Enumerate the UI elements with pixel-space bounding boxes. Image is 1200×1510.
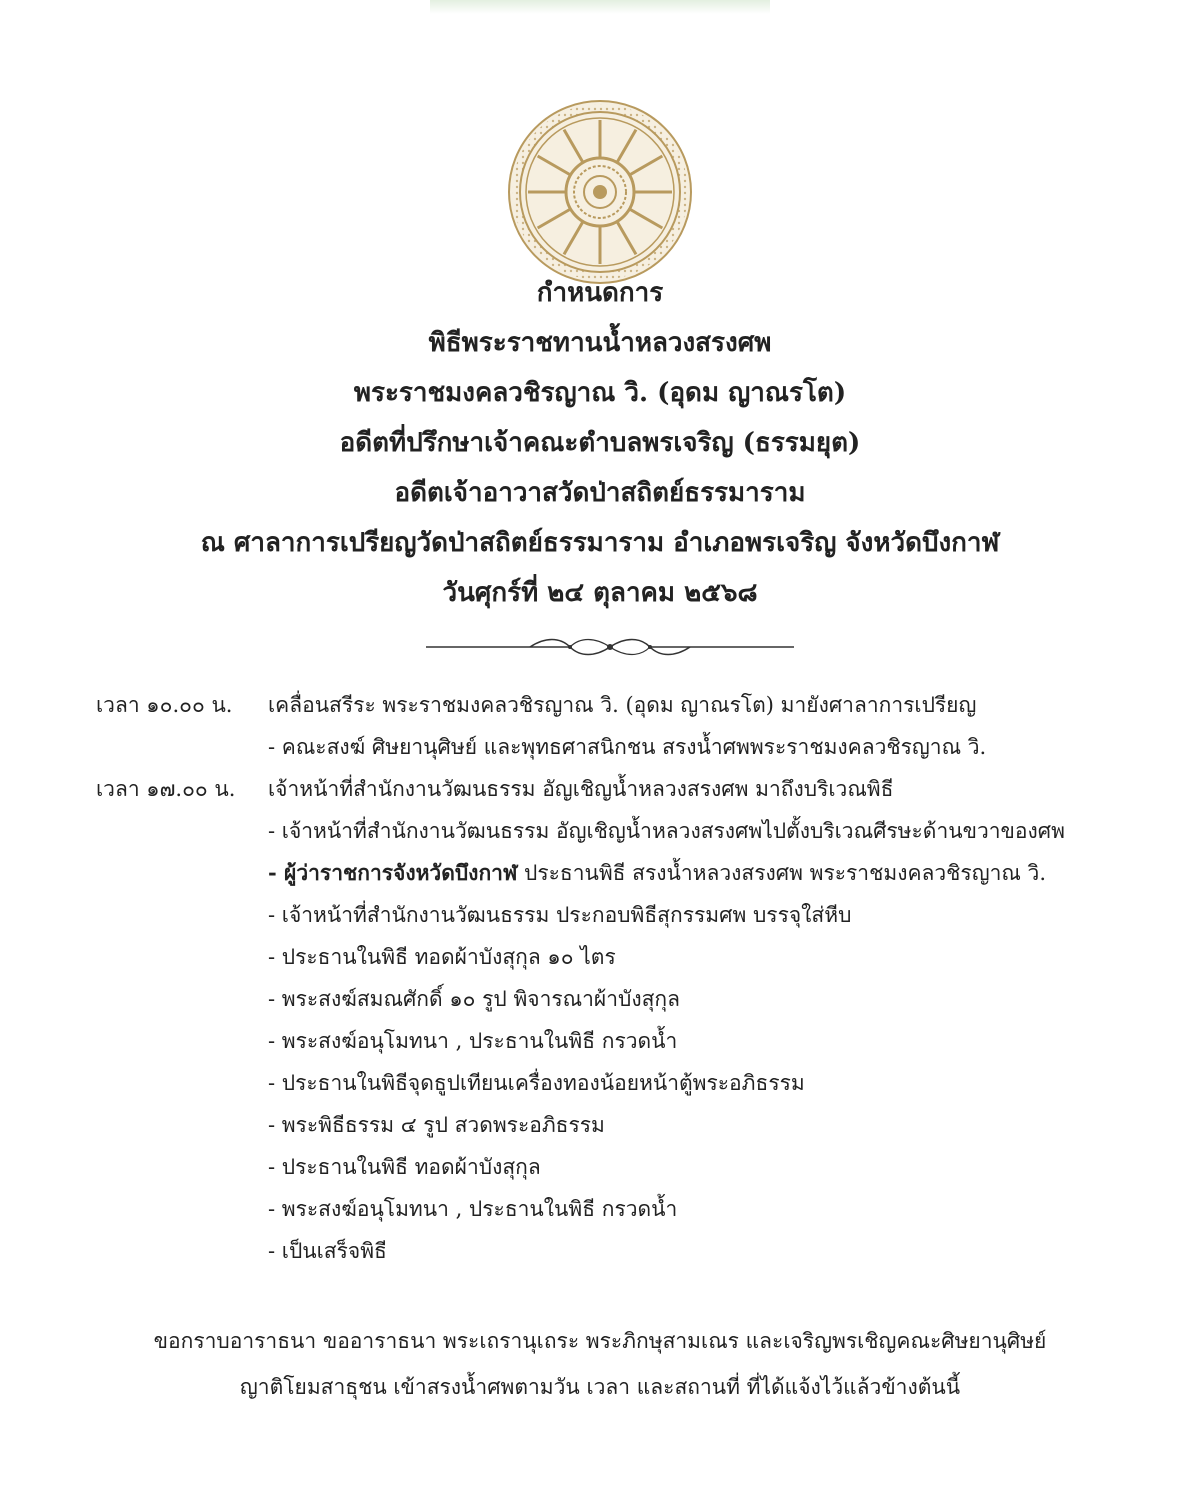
schedule-item <box>268 852 1046 894</box>
schedule-row <box>0 936 1200 978</box>
heading-line-date: วันศุกร์ที่ ๒๔ ตุลาคม ๒๕๖๘ <box>442 578 758 608</box>
top-fade-decoration <box>430 0 770 14</box>
schedule-row <box>0 684 1200 726</box>
heading-line-ceremony: พิธีพระราชทานน้ำหลวงสรงศพ <box>428 328 772 358</box>
schedule-row <box>0 1020 1200 1062</box>
heading-line-venue: ณ ศาลาการเปรียญวัดป่าสถิตย์ธรรมาราม อำเภอพรเจริญ จังหวัดบึงกาฬ <box>200 528 1000 558</box>
schedule-time: เวลา ๑๗.๐๐ น. <box>96 777 236 801</box>
closing-invitation <box>0 1318 1200 1410</box>
schedule-row <box>0 852 1200 894</box>
heading-line-monk-name: พระราชมงคลวชิรญาณ วิ. (อุดม ญาณรโต) <box>353 378 847 408</box>
schedule-item-rest: ประธานพิธี สรงน้ำหลวงสรงศพ พระราชมงคลวชิรญาณ วิ. <box>517 861 1047 885</box>
schedule-row <box>0 1062 1200 1104</box>
schedule-row <box>0 894 1200 936</box>
schedule-item: - ประธานในพิธี ทอดผ้าบังสุกุล ๑๐ ไตร <box>268 945 616 969</box>
announcement-heading <box>0 268 1200 618</box>
schedule-row <box>0 1104 1200 1146</box>
schedule-item: - ประธานในพิธีจุดธูปเทียนเครื่องทองน้อยหน้าตู้พระอภิธรรม <box>268 1071 805 1095</box>
schedule-item: - พระพิธีธรรม ๔ รูป สวดพระอภิธรรม <box>268 1113 605 1137</box>
schedule-row <box>0 768 1200 810</box>
schedule-row <box>0 978 1200 1020</box>
schedule-item: เจ้าหน้าที่สำนักงานวัฒนธรรม อัญเชิญน้ำหลวงสรงศพ มาถึงบริเวณพิธี <box>268 777 894 801</box>
closing-line-details: ญาติโยมสาธุชน เข้าสรงน้ำศพตามวัน เวลา และสถานที่ ที่ได้แจ้งไว้แล้วข้างต้นนี้ <box>239 1375 961 1399</box>
schedule-item: - เป็นเสร็จพิธี <box>268 1239 387 1263</box>
governor-title: - ผู้ว่าราชการจังหวัดบึงกาฬ <box>268 860 518 885</box>
heading-line-former-abbot: อดีตเจ้าอาวาสวัดป่าสถิตย์ธรรมาราม <box>394 478 806 508</box>
schedule-list <box>0 684 1200 1272</box>
schedule-time: เวลา ๑๐.๐๐ น. <box>96 693 233 717</box>
schedule-item: - คณะสงฆ์ ศิษยานุศิษย์ และพุทธศาสนิกชน สรงน้ำศพพระราชมงคลวชิรญาณ วิ. <box>268 735 987 759</box>
schedule-item: เคลื่อนสรีระ พระราชมงคลวชิรญาณ วิ. (อุดม ญาณรโต) มายังศาลาการเปรียญ <box>268 693 977 717</box>
schedule-item: - พระสงฆ์อนุโมทนา , ประธานในพิธี กรวดน้ำ <box>268 1197 678 1221</box>
schedule-row <box>0 810 1200 852</box>
heading-line-former-advisor: อดีตที่ปรึกษาเจ้าคณะตำบลพรเจริญ (ธรรมยุต) <box>339 428 861 458</box>
dharmachakra-emblem-icon <box>508 100 692 284</box>
schedule-item: - เจ้าหน้าที่สำนักงานวัฒนธรรม ประกอบพิธีสุกรรมศพ บรรจุใส่หีบ <box>268 903 852 927</box>
schedule-row <box>0 1230 1200 1272</box>
schedule-item: - พระสงฆ์สมณศักดิ์ ๑๐ รูป พิจารณาผ้าบังสุกุล <box>268 987 681 1011</box>
schedule-row <box>0 1188 1200 1230</box>
closing-line-invitation: ขอกราบอาราธนา ขออาราธนา พระเถรานุเถระ พระภิกษุสามเณร และเจริญพรเชิญคณะศิษยานุศิษย์ <box>153 1329 1047 1353</box>
schedule-item: - พระสงฆ์อนุโมทนา , ประธานในพิธี กรวดน้ำ <box>268 1029 678 1053</box>
schedule-item: - เจ้าหน้าที่สำนักงานวัฒนธรรม อัญเชิญน้ำหลวงสรงศพไปตั้งบริเวณศีรษะด้านขวาของศพ <box>268 819 1065 843</box>
heading-line-agenda: กำหนดการ <box>536 278 664 308</box>
schedule-row <box>0 1146 1200 1188</box>
schedule-row <box>0 726 1200 768</box>
divider-flourish-icon <box>420 632 800 662</box>
schedule-item: - ประธานในพิธี ทอดผ้าบังสุกุล <box>268 1155 541 1179</box>
